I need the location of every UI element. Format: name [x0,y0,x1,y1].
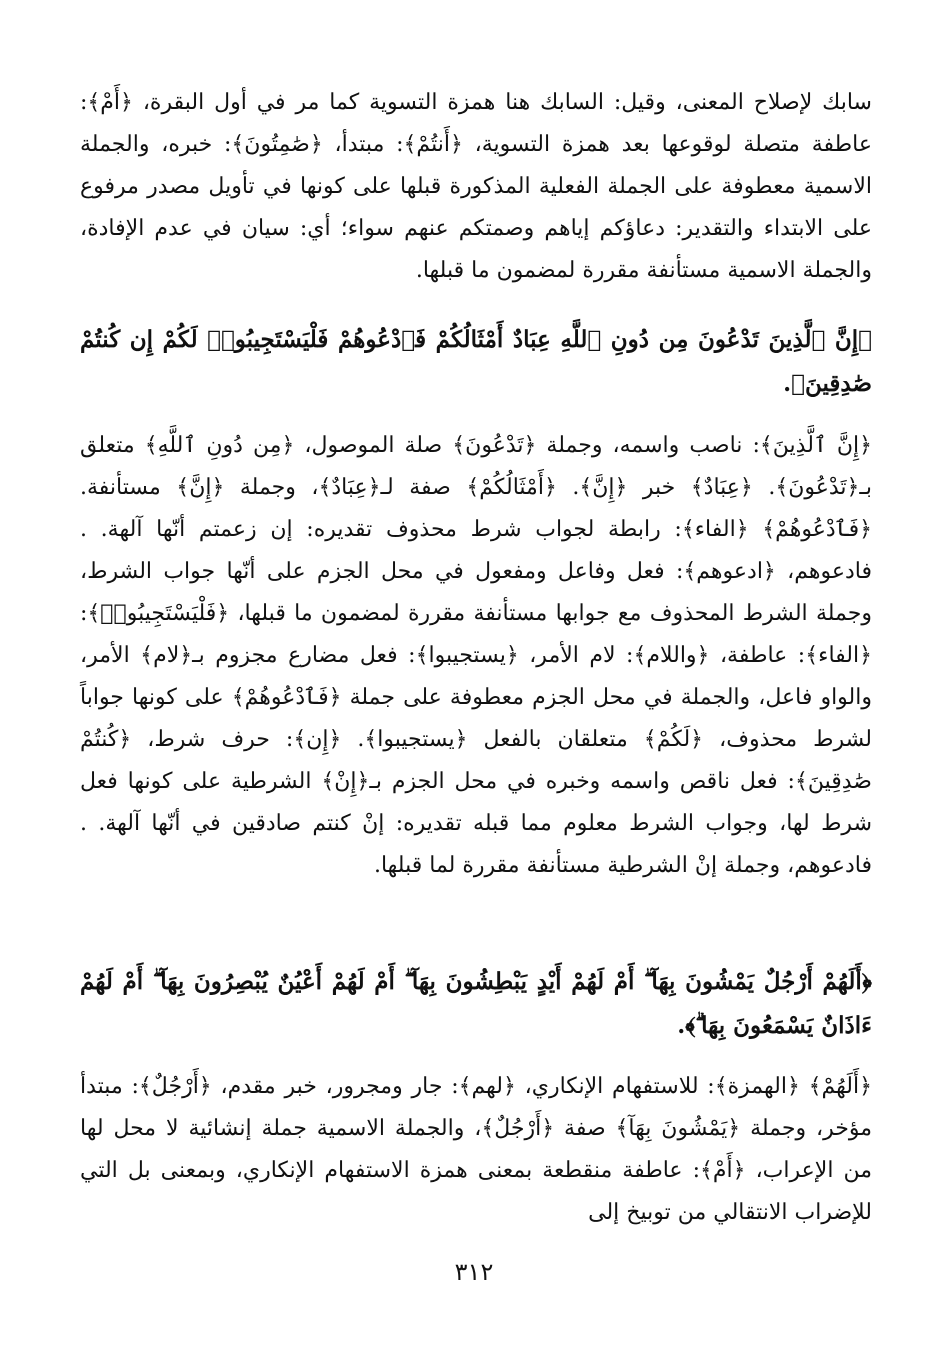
commentary-paragraph-1: سابك لإصلاح المعنى، وقيل: السابك هنا همزة التسوية كما مر في أول البقرة، ﴿أَمْ﴾: عاطفة متصلة لوقوعها بعد همزة التسوية، ﴿أَنتُمْ﴾: مبتدأ، ﴿صَٰمِتُونَ﴾: خبره، والجملة الاسمية معطوفة على الجملة الفعلية المذكورة قبلها على كونها في تأويل مصدر مرفوع على الابتداء والتقدير: دعاؤكم إياهم وصمتكم عنهم سواء؛ أي: سيان في عدم الإفادة، والجملة الاسمية مستأنفة مقررة لمضمون ما قبلها. [80,90,872,283]
commentary-paragraph-2: ﴿إِنَّ ٱلَّذِينَ﴾: ناصب واسمه، وجملة ﴿تَدْعُونَ﴾ صلة الموصول، ﴿مِن دُونِ ٱللَّهِ﴾ متعلق بـ﴿تَدْعُونَ﴾. ﴿عِبَادٌ﴾ خبر ﴿إِنَّ﴾. ﴿أَمْثَالُكُمْ﴾ صفة لـ﴿عِبَادٌ﴾، وجملة ﴿إِنَّ﴾ مستأنفة. ﴿فَٱدْعُوهُمْ﴾ ﴿الفاء﴾: رابطة لجواب شرط محذوف تقديره: إن زعمتم أنّها آلهة. . فادعوهم، ﴿ادعوهم﴾: فعل وفاعل ومفعول في محل الجزم على أنّها جواب الشرط، وجملة الشرط المحذوف مع جوابها مستأنفة مقررة لمضمون ما قبلها، ﴿فَلْيَسْتَجِيبُوا۟﴾: ﴿الفاء﴾: عاطفة، ﴿واللام﴾: لام الأمر، ﴿يستجيبوا﴾: فعل مضارع مجزوم بـ﴿لام﴾ الأمر، والواو فاعل، والجملة في محل الجزم معطوفة على جملة ﴿فَٱدْعُوهُمْ﴾ على كونها جواباً لشرط محذوف، ﴿لَكُمْ﴾ متعلقان بالفعل ﴿يستجيبوا﴾. ﴿إِن﴾: حرف شرط، ﴿كُنتُمْ صَٰدِقِينَ﴾: فعل ناقص واسمه وخبره في محل الجزم بـ﴿إِنْ﴾ الشرطية على كونها فعل شرط لها، وجواب الشرط معلوم مما قبله تقديره: إنْ كنتم صادقين في أنّها آلهة. . فادعوهم، وجملة إنْ الشرطية مستأنفة مقررة لما قبلها. [80,433,872,878]
page-number: ٣١٢ [454,1258,494,1286]
quran-verse-2: ﴿أَلَهُمْ أَرْجُلٌ يَمْشُونَ بِهَآ ۖ أَمْ لَهُمْ أَيْدٍ يَبْطِشُونَ بِهَآ ۖ أَمْ لَهُمْ أَعْيُنٌ يُبْصِرُونَ بِهَآ ۖ أَمْ لَهُمْ ءَاذَانٌ يَسْمَعُونَ بِهَا ۗ﴾. [80,968,872,1039]
quran-verse-1: ﴿إِنَّ ٱلَّذِينَ تَدْعُونَ مِن دُونِ ٱللَّهِ عِبَادٌ أَمْثَالُكُمْ فَٱدْعُوهُمْ فَلْيَسْتَجِيبُوا۟ لَكُمْ إِن كُنتُمْ صَٰدِقِينَ﴾. [80,326,872,397]
commentary-paragraph-3: ﴿أَلَهُمْ﴾ ﴿الهمزة﴾: للاستفهام الإنكاري، ﴿لهم﴾: جار ومجرور، خبر مقدم، ﴿أَرْجُلٌ﴾: مبتدأ مؤخر، وجملة ﴿يَمْشُونَ بِهَآ﴾ صفة ﴿أَرْجُلٌ﴾، والجملة الاسمية جملة إنشائية لا محل لها من الإعراب، ﴿أَمْ﴾: عاطفة منقطعة بمعنى همزة الاستفهام الإنكاري، وبمعنى بل التي للإضراب الانتقالي من توبيخ إلى [80,1074,872,1225]
